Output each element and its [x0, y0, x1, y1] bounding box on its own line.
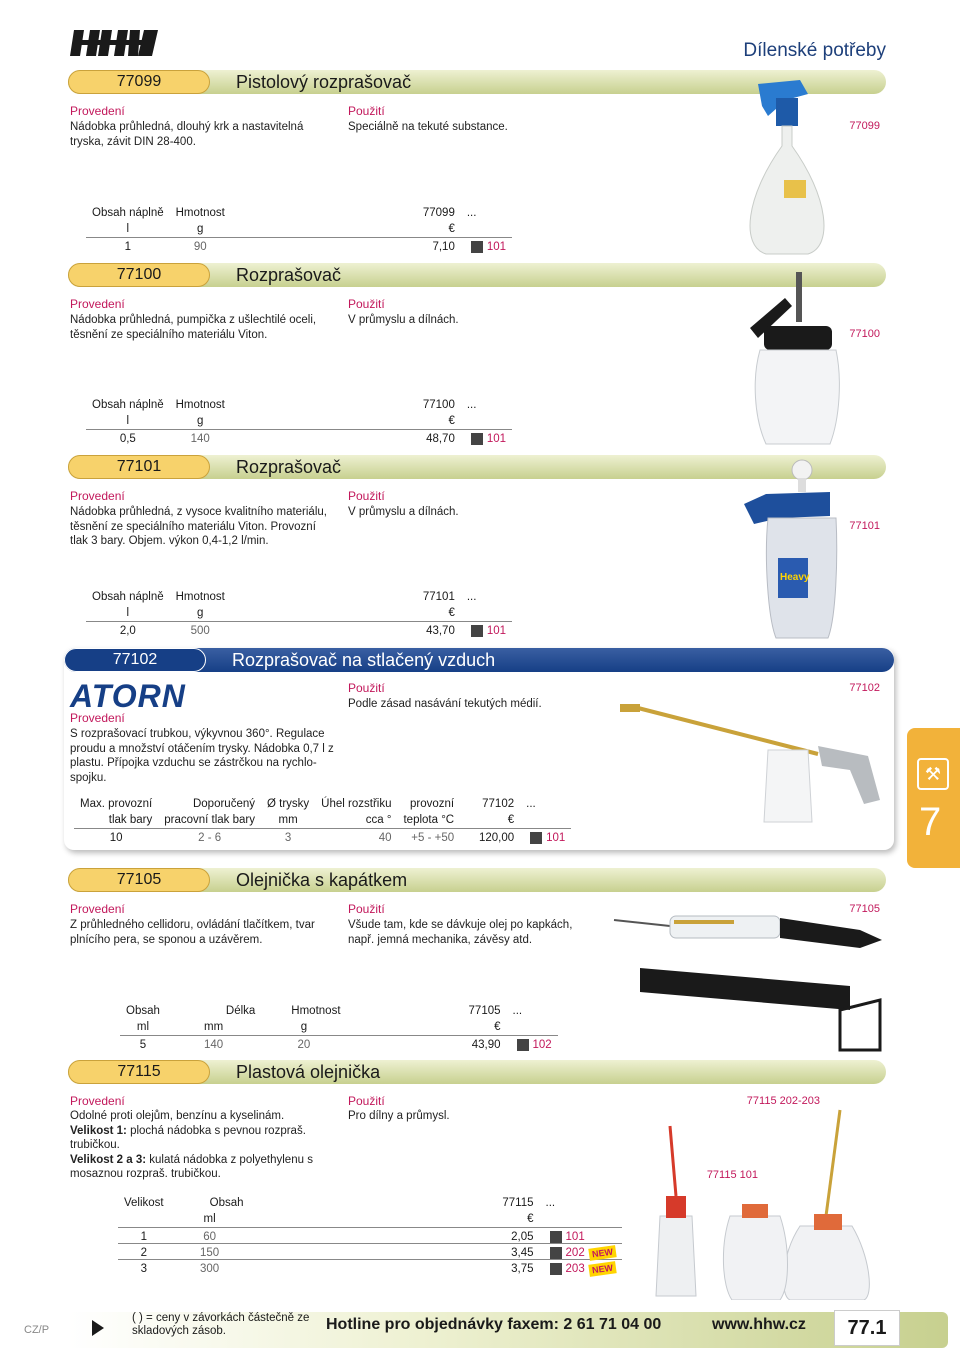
- col-header: Úhel rozstřiku: [321, 798, 392, 810]
- provedeni-label: Provedení: [70, 104, 125, 118]
- cell: 7,10: [231, 237, 461, 253]
- col-header-more: ...: [466, 399, 477, 411]
- website-link[interactable]: www.hhw.cz: [712, 1316, 806, 1333]
- table-row: [118, 1227, 622, 1243]
- pouziti-label: Použití: [348, 297, 385, 311]
- cell: 2,0: [86, 621, 170, 637]
- footer: [0, 1308, 960, 1354]
- cell: 5: [120, 1035, 166, 1051]
- unit: [540, 1211, 622, 1227]
- col-header-more: ...: [466, 207, 477, 219]
- col-header: Ø trysky: [267, 798, 310, 810]
- provedeni-label: Provedení: [70, 489, 125, 503]
- barcode-icon: [550, 1231, 562, 1243]
- table-row: [86, 621, 512, 637]
- product-title: Rozprašovač na stlačený vzduch: [232, 650, 496, 670]
- region-code: CZ/P: [24, 1324, 50, 1336]
- cell: 2 - 6: [158, 828, 261, 844]
- unit: [461, 221, 512, 237]
- product-code: 77105: [68, 868, 210, 892]
- cell-code: 202: [565, 1246, 585, 1259]
- col-header: Obsah: [209, 1197, 244, 1209]
- spec-table-77099: [86, 205, 512, 253]
- unit: [118, 1211, 170, 1227]
- cell: 20: [261, 1035, 346, 1051]
- unit: l: [126, 606, 130, 619]
- barcode-icon: [471, 433, 483, 445]
- unit: [461, 413, 512, 429]
- col-header-more: ...: [466, 591, 477, 603]
- unit: ml: [203, 1212, 216, 1225]
- table-row: [118, 1259, 622, 1275]
- cell: 300: [170, 1259, 250, 1275]
- product-code: 77101: [68, 455, 210, 479]
- cell: 2,05: [250, 1227, 540, 1243]
- barcode-icon: [550, 1247, 562, 1259]
- product-title: Plastová olejnička: [236, 1062, 381, 1082]
- col-header: Obsah náplně: [92, 591, 164, 603]
- cell: 500: [170, 621, 231, 637]
- col-header-code: 77105: [468, 1005, 501, 1017]
- cell: 1: [86, 237, 170, 253]
- image-ref: 77115 101: [706, 1169, 758, 1181]
- cell: 10: [74, 828, 158, 844]
- cell-code: 102: [532, 1038, 552, 1051]
- col-header: Obsah náplně: [92, 399, 164, 411]
- cell: 3: [261, 828, 315, 844]
- pouziti-text: V průmyslu a dílnách.: [348, 506, 459, 518]
- spec-table-77115: [118, 1195, 622, 1275]
- cell-code: 101: [486, 432, 507, 445]
- unit: [461, 605, 512, 621]
- unit: g: [197, 606, 204, 619]
- cell: +5 - +50: [397, 828, 460, 844]
- cell: 3: [118, 1259, 170, 1275]
- cell-code: 101: [565, 1230, 585, 1243]
- table-row: [120, 1035, 558, 1051]
- provedeni-text: Nádobka průhledná, z vysoce kvalitního materiálu, těsnění ze speciálního materiálu Viton. Provozní tlak 3 bary. Objem. výkon 0,4-1,2 l/min.: [70, 506, 327, 547]
- provedeni-text: [70, 1109, 320, 1182]
- plastic-oilers-image: [630, 1096, 890, 1300]
- spec-table-77102: [74, 796, 571, 844]
- product-title: Rozprašovač: [236, 265, 342, 285]
- hotline: Hotline pro objednávky faxem: 2 61 71 04 00: [326, 1316, 662, 1333]
- col-header: provozní: [410, 798, 455, 810]
- cell: 60: [170, 1227, 250, 1243]
- unit: [520, 812, 571, 828]
- tools-icon: ⚒: [917, 758, 949, 790]
- provedeni-text: S rozprašovací trubkou, výkyvnou 360°. Regulace proudu a množství otáčením trysky. Nádobka 0,7 l z plastu. Přípojka vzduchu se zástrčkou na rychlo-spojku.: [70, 728, 334, 784]
- provedeni-label: Provedení: [70, 297, 125, 311]
- provedeni-line: Velikost 2 a 3: kulatá nádobka z polyethylenu s mosaznou rozpraš. trubičkou.: [70, 1153, 313, 1180]
- pouziti-text: V průmyslu a dílnách.: [348, 314, 459, 326]
- col-header: Délka: [225, 1005, 256, 1017]
- image-ref: 77115 202-203: [746, 1095, 820, 1107]
- provedeni-label: Provedení: [70, 902, 125, 916]
- col-header: Max. provozní: [80, 798, 153, 810]
- pouziti-text: Speciálně na tekuté substance.: [348, 121, 508, 133]
- atorn-logo: ATORN: [70, 678, 186, 714]
- pump-sprayer-image: [730, 268, 840, 448]
- col-header: Obsah: [126, 1005, 160, 1017]
- barcode-icon: [517, 1039, 529, 1051]
- product-code: 77100: [68, 263, 210, 287]
- image-ref: 77100: [849, 328, 880, 340]
- cell: 2: [118, 1243, 170, 1259]
- pouziti-label: Použití: [348, 104, 385, 118]
- cell: 3,75: [250, 1259, 540, 1275]
- col-header-code: 77099: [422, 207, 455, 219]
- unit: €: [507, 813, 515, 826]
- section-header-77102: [64, 648, 894, 672]
- image-ref: 77105: [849, 903, 880, 915]
- page-number: 77.1: [834, 1310, 900, 1346]
- new-badge: NEW: [588, 1261, 616, 1277]
- unit: tlak bary: [108, 813, 153, 826]
- pouziti-label: Použití: [348, 681, 385, 695]
- provedeni-text: Nádobka průhledná, dlouhý krk a nastavitelná tryska, závit DIN 28-400.: [70, 121, 304, 148]
- section-header-77115: [68, 1060, 886, 1084]
- pouziti-label: Použití: [348, 1094, 385, 1108]
- col-header-more: ...: [545, 1197, 556, 1209]
- chapter-tab: [907, 728, 960, 868]
- col-header-code: 77115: [502, 1197, 534, 1209]
- cell: 48,70: [231, 429, 461, 445]
- col-header: Hmotnost: [175, 207, 225, 219]
- oiler-pen-image: [610, 900, 890, 1060]
- spec-table-77100: [86, 397, 512, 445]
- chapter-number: 7: [919, 800, 942, 844]
- barcode-icon: [530, 832, 542, 844]
- arrow-icon: [92, 1320, 104, 1336]
- provedeni-line: Velikost 1: plochá nádobka s pevnou rozpraš. trubičkou.: [70, 1124, 306, 1151]
- unit: €: [448, 606, 455, 619]
- unit: €: [448, 414, 455, 427]
- cell-code: 101: [486, 240, 507, 253]
- col-header: Obsah náplně: [92, 207, 164, 219]
- product-code: 77102: [64, 648, 206, 672]
- unit: g: [300, 1020, 308, 1033]
- provedeni-text: Nádobka průhledná, pumpička z ušlechtilé oceli, těsnění ze speciálního materiálu Viton.: [70, 314, 317, 341]
- cell: 120,00: [460, 828, 520, 844]
- air-sprayer-image: [618, 690, 888, 830]
- col-header-more: ...: [526, 798, 536, 810]
- pouziti-text: Všude tam, kde se dávkuje olej po kapkách, např. jemná mechanika, závěsy atd.: [348, 919, 573, 946]
- cell: 43,90: [347, 1035, 507, 1051]
- provedeni-label: Provedení: [70, 1094, 125, 1108]
- pressure-sprayer-image: [740, 458, 840, 643]
- cell-code: 101: [486, 624, 507, 637]
- col-header-code: 77100: [422, 399, 455, 411]
- product-code: 77115: [68, 1060, 210, 1084]
- cell-code: 101: [546, 831, 566, 844]
- barcode-icon: [471, 241, 483, 253]
- image-ref: 77099: [849, 120, 880, 132]
- pouziti-label: Použití: [348, 489, 385, 503]
- unit: [507, 1019, 558, 1035]
- image-ref: 77102: [849, 682, 880, 694]
- hhw-logo: [68, 28, 160, 58]
- table-row: [74, 828, 571, 844]
- product-code: 77099: [68, 70, 210, 94]
- unit: €: [494, 1020, 501, 1033]
- col-header-code: 77101: [422, 591, 455, 603]
- col-header: Velikost: [124, 1197, 164, 1209]
- cell-code: 203: [565, 1262, 585, 1275]
- category-title: Dílenské potřeby: [743, 40, 886, 61]
- provedeni-text: Z průhledného cellidoru, ovládání tlačítkem, tvar plnícího pera, se sponou a uzávěrem.: [70, 919, 315, 946]
- cell: 3,45: [250, 1243, 540, 1259]
- unit: €: [527, 1212, 534, 1225]
- table-row: [86, 429, 512, 445]
- product-title: Olejnička s kapátkem: [236, 870, 408, 890]
- unit: l: [126, 222, 130, 235]
- col-header-code: 77102: [482, 798, 515, 810]
- cell: 140: [170, 429, 231, 445]
- col-header: Doporučený: [192, 798, 255, 810]
- cell: 0,5: [86, 429, 170, 445]
- unit: l: [126, 414, 130, 427]
- unit: mm: [204, 1020, 224, 1033]
- product-title: Pistolový rozprašovač: [236, 72, 412, 92]
- image-ref: 77101: [849, 520, 880, 532]
- label-heavy: Heavy: [780, 572, 810, 583]
- col-header: Hmotnost: [175, 591, 225, 603]
- barcode-icon: [471, 625, 483, 637]
- spec-table-77105: [120, 1003, 558, 1051]
- unit: mm: [278, 813, 298, 826]
- cell: 1: [118, 1227, 170, 1243]
- col-header: Hmotnost: [175, 399, 225, 411]
- table-row: [86, 237, 512, 253]
- unit: g: [197, 222, 204, 235]
- cell: 43,70: [231, 621, 461, 637]
- unit: ml: [136, 1020, 150, 1033]
- pouziti-text: Podle zásad nasávání tekutých médií.: [348, 698, 542, 710]
- pouziti-text: Pro dílny a průmysl.: [348, 1110, 450, 1122]
- barcode-icon: [550, 1263, 562, 1275]
- product-title: Rozprašovač: [236, 457, 342, 477]
- provedeni-line: Odolné proti olejům, benzínu a kyselinám.: [70, 1110, 285, 1122]
- provedeni-label: Provedení: [70, 711, 125, 725]
- unit: €: [448, 222, 455, 235]
- cell: 140: [166, 1035, 261, 1051]
- spec-table-77101: [86, 589, 512, 637]
- table-row: [118, 1243, 622, 1259]
- pouziti-label: Použití: [348, 902, 385, 916]
- cell: 150: [170, 1243, 250, 1259]
- new-badge: NEW: [588, 1245, 616, 1261]
- unit: teplota °C: [403, 813, 455, 826]
- unit: g: [197, 414, 204, 427]
- unit: pracovní tlak bary: [164, 813, 255, 826]
- col-header-more: ...: [512, 1005, 523, 1017]
- unit: cca °: [365, 813, 392, 826]
- col-header: Hmotnost: [291, 1005, 341, 1017]
- cell: 90: [170, 237, 231, 253]
- spray-bottle-image: [738, 76, 838, 256]
- section-header-77105: [68, 868, 886, 892]
- cell: 40: [315, 828, 397, 844]
- footer-note: ( ) = ceny v závorkách částečně ze skladových zásob.: [132, 1312, 310, 1337]
